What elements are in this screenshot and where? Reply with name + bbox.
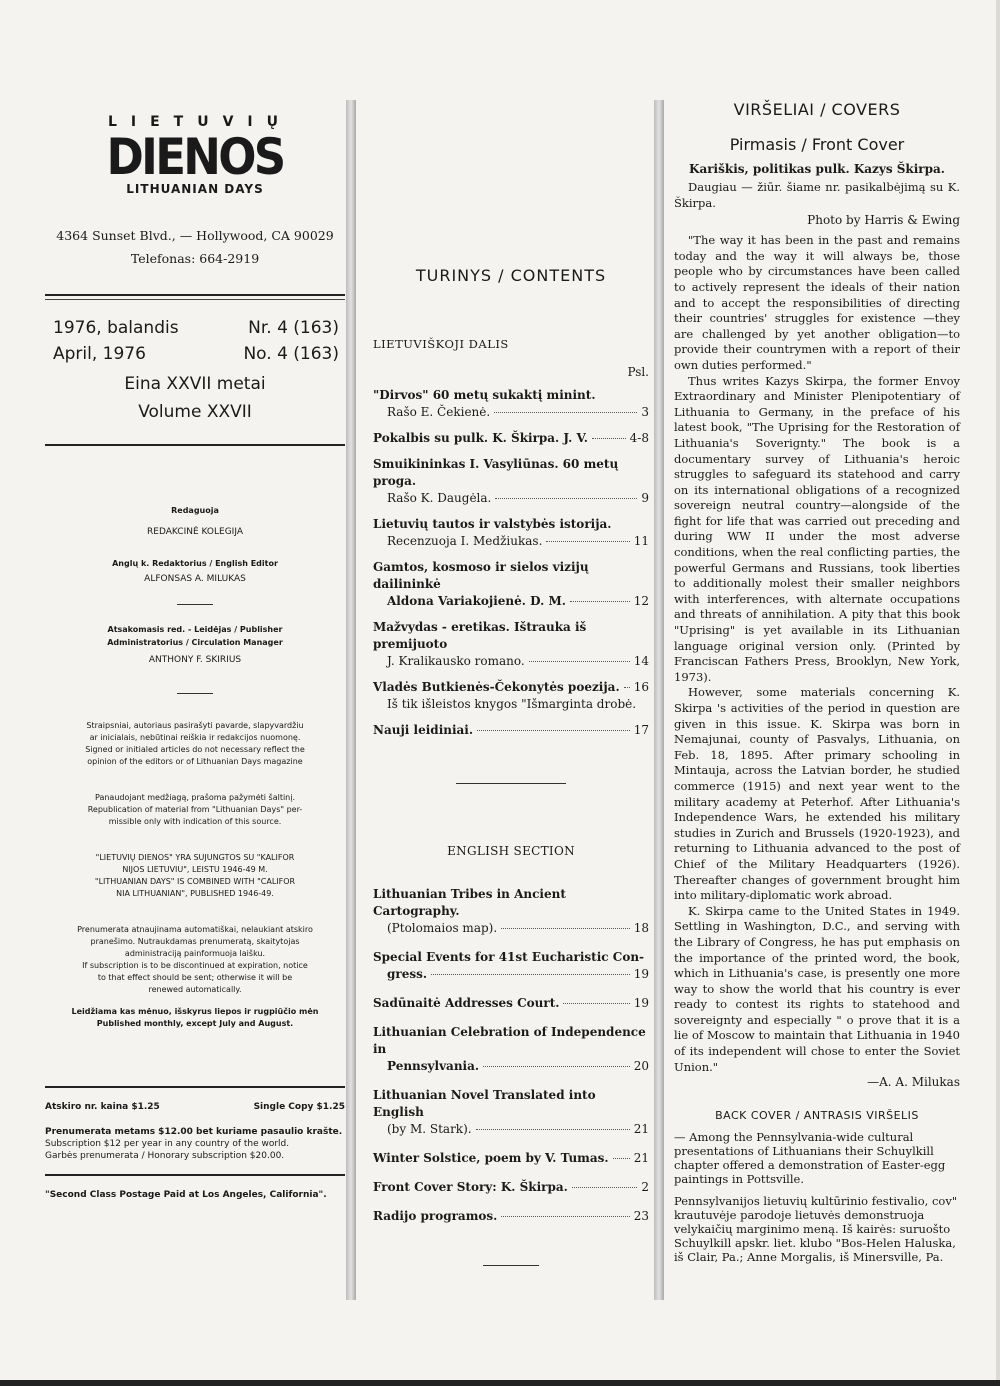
price-row [45, 1102, 345, 1112]
toc-entry-text: (Ptolomaios map). [387, 921, 498, 935]
leader-dots [624, 687, 630, 688]
toc-entry [373, 1024, 649, 1075]
english-editor: ALFONSAS A. MILUKAS [144, 574, 246, 584]
toc-entry-line [373, 1058, 649, 1075]
issue-date-lt: 1976, balandis [53, 318, 179, 338]
leader-dots [495, 498, 637, 499]
notice-subscription [45, 924, 345, 996]
sub-line: Prenumerata metams $12.00 bet kuriame pasaulio krašte. [45, 1127, 343, 1137]
masthead-column [45, 100, 345, 1200]
paragraph: Thus writes Kazys Skirpa, the former Envoy Extraordinary and Minister Plenipotentiary of Lithuania to Germany, in the preface of his latest book, "The Uprising for the Restoration of Lithuania's Soverignty." The book is a documentary survey of Lithuania's heroic struggles to safeguard its statehood and carry on its international obligations of a recognized sovereign neutral country—alongside of the fight for life that was carried out preceding and during WW II under the most adverse conditions, when the real conflicting parties, the powerful Germans and Russians, took liberties to additionally molest their smaller neighbors with interferences, with alternate occupations and threats of annihilation. A pity that this book "Uprising" is yet available in its Lithuanian language original version only. (Printed by Franciscan Fathers Press, Brooklyn, New York, 1973). [674, 373, 960, 684]
toc-entry-text: Rašo E. Čekienė. [387, 405, 491, 419]
divider [45, 444, 345, 446]
divider [483, 1265, 539, 1266]
toc-entry-text: Winter Solstice, poem by V. Tumas. [373, 1151, 609, 1165]
toc-page-number: 4-8 [629, 431, 649, 445]
volume-lt: Eina XXVII metai [124, 374, 266, 394]
toc-page-number: 16 [633, 680, 649, 694]
toc-entry [373, 516, 649, 550]
covers-heading: VIRŠELIAI / COVERS [733, 100, 901, 119]
editorial-board: REDAKCINĖ KOLEGIJA [147, 527, 243, 537]
toc-page-number: 19 [633, 967, 649, 981]
notice-signed-articles [45, 720, 345, 768]
issue-date-en: April, 1976 [53, 344, 146, 364]
divider [45, 1174, 345, 1176]
english-editor-label: Anglų k. Redaktorius / English Editor [112, 559, 278, 568]
toc-entry-title: Lietuvių tautos ir valstybės istorija. [373, 517, 612, 531]
toc-entry-text: Radijo programos. [373, 1209, 498, 1223]
toc-entry-title: Mažvydas - eretikas. Ištrauka iš premijuoto [373, 620, 587, 651]
toc-page-number: 21 [633, 1122, 649, 1136]
notice-line: Published monthly, except July and August. [96, 1019, 294, 1028]
toc-entry-line [373, 1208, 649, 1225]
toc-entry-line [373, 1121, 649, 1138]
toc-entry-line [373, 533, 649, 550]
notice-line: Panaudojant medžiagą, prašoma pažymėti šaltinį. [94, 793, 296, 802]
divider [177, 693, 213, 694]
notice-line: Prenumerata atnaujinama automatiškai, nelaukiant atskiro [77, 925, 313, 934]
notice-line: opinion of the editors or of Lithuanian Days magazine [87, 757, 303, 766]
leader-dots [563, 1003, 629, 1004]
cover-story [674, 233, 960, 1075]
toc-page-number: 17 [633, 723, 649, 737]
photo-credit: Photo by Harris & Ewing [807, 213, 960, 228]
toc-page-number: 23 [633, 1209, 649, 1223]
toc-entry-text: Sadūnaitė Addresses Court. [373, 996, 560, 1010]
volume-en: Volume XXVII [138, 402, 252, 422]
toc-entry-line [373, 404, 649, 421]
leader-dots [546, 541, 629, 542]
notice-frequency [45, 1006, 345, 1030]
lt-note: Daugiau — žiūr. šiame nr. pasikalbėjimą su K. Škirpa. [674, 180, 960, 210]
issue-row-lt [45, 318, 345, 338]
single-price-lt: Atskiro nr. kaina $1.25 [45, 1102, 160, 1112]
toc-entry-text: Aldona Variakojienė. D. M. [387, 594, 566, 608]
toc-page-number: 3 [641, 405, 649, 419]
notice-combined [45, 852, 345, 900]
notice-line: to that effect should be sent; otherwise it will be [97, 973, 293, 982]
toc-entry [373, 722, 649, 739]
issue-number-lt: Nr. 4 (163) [248, 318, 339, 338]
toc-entry-title: Special Events for 41st Eucharistic Con- [373, 950, 645, 964]
address: 4364 Sunset Blvd., — Hollywood, CA 90029 [56, 228, 334, 243]
masthead-subtitle: LITHUANIAN DAYS [126, 182, 264, 196]
divider [177, 604, 213, 605]
toc-page-number: 9 [641, 491, 649, 505]
issue-row-en [45, 344, 345, 364]
leader-dots [477, 730, 630, 731]
publisher-label-2: Administratorius / Circulation Manager [107, 638, 283, 647]
toc-entry-text: Pennsylvania. [387, 1059, 480, 1073]
toc-entry-line [373, 430, 649, 447]
back-en: — Among the Pennsylvania-wide cultural presentations of Lithuanians their Schuylkill chapter offered a demonstration of Easter-egg paintings in Pottsville. [674, 1130, 946, 1187]
leader-dots [572, 1187, 638, 1188]
leader-dots [570, 601, 630, 602]
issue-number-en: No. 4 (163) [243, 344, 339, 364]
toc-page-number: 20 [633, 1059, 649, 1073]
page-edge-bottom [0, 1380, 1000, 1386]
postage-note: "Second Class Postage Paid at Los Angeles, California". [45, 1190, 327, 1200]
leader-dots [494, 412, 637, 413]
notice-line: NIA LITHUANIAN", PUBLISHED 1946-49. [116, 889, 274, 898]
contents-heading: TURINYS / CONTENTS [415, 266, 607, 285]
toc-entry-text: Pokalbis su pulk. K. Škirpa. J. V. [373, 431, 588, 445]
notice-line: administraciją painformuoja laišku. [124, 949, 266, 958]
notice-line: missible only with indication of this source. [108, 817, 282, 826]
toc-entry-text: Rašo K. Daugėla. [387, 491, 492, 505]
toc-entry [373, 430, 649, 447]
toc-entry-text: J. Kralikausko romano. [387, 654, 525, 668]
toc-entry-line [373, 1150, 649, 1167]
leader-dots [476, 1129, 630, 1130]
toc-entry-line [373, 1179, 649, 1196]
toc-entry [373, 679, 649, 713]
toc-entry-line [373, 995, 649, 1012]
toc-entry-title: Lithuanian Celebration of Independence in [373, 1025, 646, 1056]
paragraph: However, some materials concerning K. Skirpa 's activities of the period in question are given in this issue. K. Skirpa was born in Nemajunai, county of Pasvalys, Lithuania, on Feb. 18, 1895. After primary schooling in Mintauja, across the Latvian border, he studied commerce (1915) and next year went to the military academy at Peterhof. After Lithuania's Independence Wars, he extended his military studies in Zurich and Brussels (1920-1923), and returning to Lithuania advanced to the post of Chief of the Military Headquarters (1926). Thereafter changes of government brought him into military-diplomatic work abroad. [674, 685, 960, 903]
toc-entry-line [373, 722, 649, 739]
contents-column [373, 100, 649, 1266]
notice-line: Signed or initialed articles do not necessary reflect the [85, 745, 305, 754]
toc-entry [373, 619, 649, 670]
sub-line: Subscription $12 per year in any country of the world. [45, 1139, 290, 1149]
leader-dots [431, 974, 630, 975]
toc-entry [373, 886, 649, 937]
single-price-en: Single Copy $1.25 [253, 1102, 345, 1112]
toc-entry-text: Front Cover Story: K. Škirpa. [373, 1180, 568, 1194]
masthead-title: DIENOS [106, 128, 284, 186]
divider [45, 294, 345, 296]
notice-line: If subscription is to be discontinued at expiration, notice [82, 961, 308, 970]
back-lt: Pennsylvanijos lietuvių kultūrinio festivalio, cov" krautuvėje parodoje lietuvės demonstruoja velykaičių marginimo meną. Iš kairės: suruošto Schuylkill apskr. liet. klubo "Bos-Helen Haluska, iš Clair, Pa.; Anne Morgalis, iš Minersville, Pa. [674, 1194, 958, 1265]
publisher: ANTHONY F. SKIRIUS [148, 655, 242, 665]
leader-dots [613, 1158, 630, 1159]
toc-entry [373, 1208, 649, 1225]
notice-line: Leidžiama kas mėnuo, išskyrus liepos ir rugpiūčio mėn [71, 1007, 319, 1016]
phone: Telefonas: 664-2919 [130, 251, 260, 266]
toc-entry-line [373, 593, 649, 610]
column-gutter-left [346, 100, 356, 1300]
notice-line: NIJOS LIETUVIU", LEISTU 1946-49 M. [122, 865, 268, 874]
divider [45, 299, 345, 300]
page-edge [996, 0, 1000, 1386]
toc-en [373, 886, 649, 1225]
leader-dots [483, 1066, 630, 1067]
leader-dots [592, 438, 626, 439]
masthead-top: LIETUVIŲ [107, 114, 293, 130]
toc-entry-title: Smuikininkas I. Vasyliūnas. 60 metų proga. [373, 457, 619, 488]
toc-entry-title: Lithuanian Tribes in Ancient Cartography. [373, 887, 566, 918]
front-cover-title: Kariškis, politikas pulk. Kazys Škirpa. [689, 162, 945, 176]
toc-entry [373, 995, 649, 1012]
toc-entry-text: Vladės Butkienės-Čekonytės poezija. [373, 680, 620, 694]
toc-entry [373, 949, 649, 983]
paragraph: "The way it has been in the past and remains today and the way it will always be, those people who by circumstances have been called to actively represent the ideals of their nation and to accept the responsibilities of directing their countries' struggles for existence —they are challenged by yet another obligation—to provide their countrymen with a report of their own duties performed." [674, 233, 960, 372]
toc-entry-text: Recenzuoja I. Medžiukas. [387, 534, 543, 548]
leader-dots [501, 928, 630, 929]
divider [45, 1086, 345, 1088]
notice-republication [45, 792, 345, 828]
subscription-info [45, 1126, 345, 1162]
toc-entry-text: gress. [387, 967, 428, 981]
en-section-heading: ENGLISH SECTION [447, 844, 575, 858]
sub-line: Garbės prenumerata / Honorary subscription $20.00. [45, 1151, 285, 1161]
toc-page-number: 2 [641, 1180, 649, 1194]
toc-page-number: 11 [633, 534, 649, 548]
toc-page-number: 12 [633, 594, 649, 608]
toc-entry-title: Gamtos, kosmoso ir sielos vizijų dailininkė [373, 560, 589, 591]
column-gutter-right [654, 100, 664, 1300]
leader-dots [529, 661, 630, 662]
toc-entry-line [373, 653, 649, 670]
toc-page-number: 19 [633, 996, 649, 1010]
covers-column [674, 100, 960, 1272]
toc-entry-title: "Dirvos" 60 metų sukaktį minint. [373, 388, 596, 402]
signature: —A. A. Milukas [867, 1075, 960, 1090]
notice-line: "LIETUVIŲ DIENOS" YRA SUJUNGTOS SU "KALIFOR [95, 853, 295, 862]
notice-line: renewed automatically. [148, 985, 242, 994]
toc-entry-text: (by M. Stark). [387, 1122, 472, 1136]
toc-entry-text: Nauji leidiniai. [373, 723, 474, 737]
lt-section-heading: LIETUVIŠKOJI DALIS [373, 337, 509, 351]
toc-entry-line [373, 920, 649, 937]
toc-entry [373, 456, 649, 507]
toc-entry [373, 1087, 649, 1138]
notice-line: Republication of material from "Lithuanian Days" per- [87, 805, 303, 814]
back-cover-text [674, 1130, 960, 1264]
toc-lt [373, 387, 649, 739]
notice-line: Straipsniai, autoriaus pasirašyti pavarde, slapyvardžiu [86, 721, 304, 730]
toc-entry-title: Lithuanian Novel Translated into English [373, 1088, 596, 1119]
notice-line: pranešimo. Nutraukdamas prenumeratą, skaitytojas [90, 937, 300, 946]
toc-entry-line [373, 966, 649, 983]
page-column-label: Psl. [627, 365, 649, 379]
leader-dots [501, 1216, 629, 1217]
front-cover-note [674, 180, 960, 211]
toc-page-number: 21 [633, 1151, 649, 1165]
notice-line: ar inicialais, nebūtinai reiškia ir redakcijos nuomonę. [89, 733, 301, 742]
publisher-label-1: Atsakomasis red. - Leidėjas / Publisher [107, 625, 283, 634]
toc-entry-line [373, 679, 649, 696]
front-cover-heading: Pirmasis / Front Cover [729, 135, 905, 154]
toc-page-number: 18 [633, 921, 649, 935]
notice-line: "LITHUANIAN DAYS" IS COMBINED WITH "CALIFOR [94, 877, 296, 886]
toc-entry [373, 1150, 649, 1167]
toc-entry-line [373, 490, 649, 507]
toc-entry [373, 559, 649, 610]
divider [456, 783, 566, 784]
toc-entry-subtitle: Iš tik išleistos knygos "Išmarginta drobė. [387, 697, 637, 711]
toc-page-number: 14 [633, 654, 649, 668]
toc-entry [373, 387, 649, 421]
edited-by: Redaguoja [171, 506, 219, 515]
toc-entry [373, 1179, 649, 1196]
paragraph: K. Skirpa came to the United States in 1949. Settling in Washington, D.C., and serving with the Library of Congress, he has put emphasis on the importance of the printed word, the book, which in Lithuania's case, is presently one more way to show the world that his country is ever ready to contest its rights to statehood and sovereignty and especially " o prove that it is a lie of Moscow to maintain that Lithuania in 1940 of its independent will chose to enter the Soviet Union." [674, 903, 960, 1074]
back-cover-heading: BACK COVER / ANTRASIS VIRŠELIS [715, 1109, 919, 1123]
